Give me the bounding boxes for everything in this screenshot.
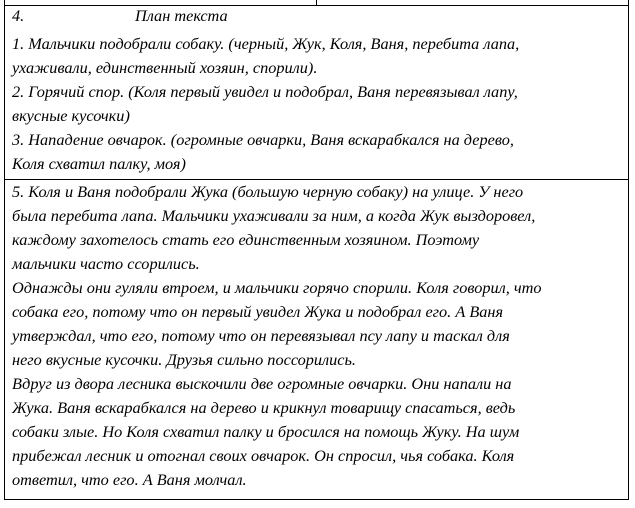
plan-line: вкусные кусочки): [12, 106, 130, 125]
table-line-middle: [4, 179, 629, 180]
text-line: ответил, что его. А Ваня молчал.: [12, 470, 247, 489]
plan-line: ухаживали, единственный хозяин, спорили).: [12, 58, 318, 77]
table-border-left: [4, 0, 5, 500]
table-line-top: [4, 5, 629, 6]
text-line: утверждал, что его, потому что он перевязывал псу лапу и таскал для: [12, 326, 510, 345]
table-line-bottom: [4, 499, 629, 500]
text-line: Жука. Ваня вскарабкался на дерево и крикнул товарищу спасаться, ведь: [12, 398, 516, 417]
text-line: мальчики часто ссорились.: [12, 254, 200, 273]
text-line: Вдруг из двора лесника выскочили две огромные овчарки. Они напали на: [12, 374, 512, 393]
task-number: 4.: [12, 6, 25, 25]
text-line: собаки злые. Но Коля схватил палку и бросился на помощь Жуку. На шум: [12, 422, 520, 441]
plan-line: 3. Нападение овчарок. (огромные овчарки, Ваня вскарабкался на дерево,: [12, 130, 514, 149]
text-line: собака его, потому что он первый увидел Жука и подобрал его. А Ваня: [12, 302, 504, 321]
table-border-right: [628, 0, 629, 500]
text-line: 5. Коля и Ваня подобрали Жука (большую черную собаку) на улице. У него: [12, 182, 524, 201]
plan-line: 2. Горячий спор. (Коля первый увидел и подобрал, Ваня перевязывал лапу,: [12, 82, 518, 101]
plan-line: Коля схватил палку, моя): [12, 154, 186, 173]
page-title: План текста: [135, 6, 228, 25]
text-line: каждому захотелось стать его единственным хозяином. Поэтому: [12, 230, 480, 249]
text-line: была перебита лапа. Мальчики ухаживали за ним, а когда Жук выздоровел,: [12, 206, 536, 225]
text-line: него вкусные кусочки. Друзья сильно поссорились.: [12, 350, 357, 369]
text-line: прибежал лесник и отогнал своих овчарок. Он спросил, чья собака. Коля: [12, 446, 515, 465]
plan-line: 1. Мальчики подобрали собаку. (черный, Жук, Коля, Ваня, перебита лапа,: [12, 34, 520, 53]
text-line: Однажды они гуляли втроем, и мальчики горячо спорили. Коля говорил, что: [12, 278, 542, 297]
